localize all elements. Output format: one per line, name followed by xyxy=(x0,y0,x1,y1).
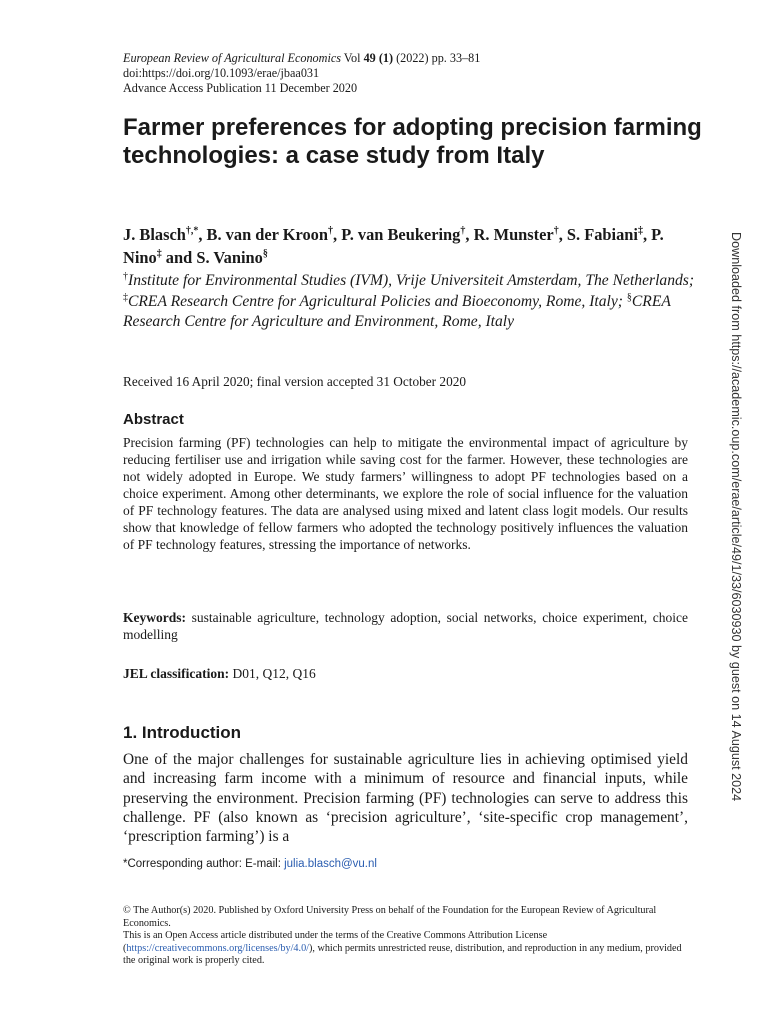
affiliation: §CREA Research Centre for Agriculture and Environment, Rome, Italy xyxy=(123,291,671,330)
author-list xyxy=(123,223,703,269)
jel-classification xyxy=(123,666,316,682)
abstract-text: Precision farming (PF) technologies can help to mitigate the environmental impact of agriculture by reducing fertiliser use and irrigation while saving cost for the farmer. However, these technologies are not widely adopted in Europe. We study farmers’ willingness to adopt PF technologies based on a choice experiment. Among other determinants, we explore the role of social influence for the valuation of PF technology features. The data are analysed using mixed and latent class logit models. Our results show that knowledge of fellow farmers who adopted the technology positively influences the valuation of PF technology features, stressing the importance of networks. xyxy=(123,435,688,552)
journal-citation xyxy=(123,51,480,66)
journal-doi[interactable]: doi:https://doi.org/10.1093/erae/jbaa031 xyxy=(123,66,320,80)
author: R. Munster†, xyxy=(473,225,567,244)
introduction-paragraph: One of the major challenges for sustainable agriculture lies in achieving optimised yield and increasing farm income with a minimum of resource and financial inputs, while preserving the environment. Precision farming (PF) technologies can serve to address this challenge. PF (also known as ‘precision agriculture’, ‘site-specific crop management’, ‘prescription farming’) is a xyxy=(123,751,688,846)
affiliations xyxy=(123,271,703,333)
email-link[interactable]: julia.blasch@vu.nl xyxy=(284,858,377,870)
affiliation: ‡CREA Research Centre for Agricultural Policies and Bioeconomy, Rome, Italy; xyxy=(123,291,627,310)
author: S. Fabiani‡, xyxy=(566,225,652,244)
abstract-heading: Abstract xyxy=(123,411,184,428)
received-dates: Received 16 April 2020; final version accepted 31 October 2020 xyxy=(123,374,467,389)
journal-advance-access: Advance Access Publication 11 December 2020 xyxy=(123,81,358,95)
corresponding-label: *Corresponding author: E-mail: xyxy=(123,858,285,870)
keywords-list: sustainable agriculture, technology adoption, social networks, choice experiment, choice modelling xyxy=(123,610,688,642)
copyright-footer xyxy=(123,905,689,968)
journal-name: European Review of Agricultural Economics xyxy=(123,51,341,65)
jel-label: JEL classification: xyxy=(123,666,230,681)
journal-volume: 49 xyxy=(363,51,376,65)
journal-vol-prefix: Vol xyxy=(340,51,364,65)
download-note: Downloaded from https://academic.oup.com/erae/article/49/1/33/6030930 by guest on 14 August 2024 xyxy=(729,232,743,802)
author: P. van Beukering†, xyxy=(341,225,474,244)
license-line: This is an Open Access article distributed under the terms of the Creative Commons Attribution License (https://creativecommons.org/licenses/by/4.0/), which permits unrestricted reuse, distribution, and reproduction in any medium, provided the original work is properly cited. xyxy=(123,930,682,967)
journal-header xyxy=(123,51,480,96)
journal-pages: (2022) pp. 33–81 xyxy=(393,51,481,65)
author: J. Blasch†,*, xyxy=(123,225,207,244)
journal-issue: (1) xyxy=(378,51,394,65)
affiliation: †Institute for Environmental Studies (IVM), Vrije Universiteit Amsterdam, The Netherlands; xyxy=(123,270,695,289)
jel-codes: D01, Q12, Q16 xyxy=(229,666,316,681)
keywords-label: Keywords: xyxy=(123,610,186,625)
author: B. van der Kroon†, xyxy=(206,225,342,244)
author: P. Nino‡ and xyxy=(123,225,664,267)
author: S. Vanino§ xyxy=(196,248,268,267)
corresponding-author xyxy=(123,858,377,870)
license-link[interactable]: https://creativecommons.org/licenses/by/4.0/ xyxy=(126,942,309,954)
download-watermark xyxy=(725,232,749,802)
keywords xyxy=(123,609,688,643)
introduction-heading: 1. Introduction xyxy=(123,723,242,742)
copyright-line: © The Author(s) 2020. Published by Oxford University Press on behalf of the Foundation for the European Review of Agricultural Economics. xyxy=(123,905,657,929)
paper-title: Farmer preferences for adopting precision farming technologies: a case study from Italy xyxy=(123,114,702,169)
